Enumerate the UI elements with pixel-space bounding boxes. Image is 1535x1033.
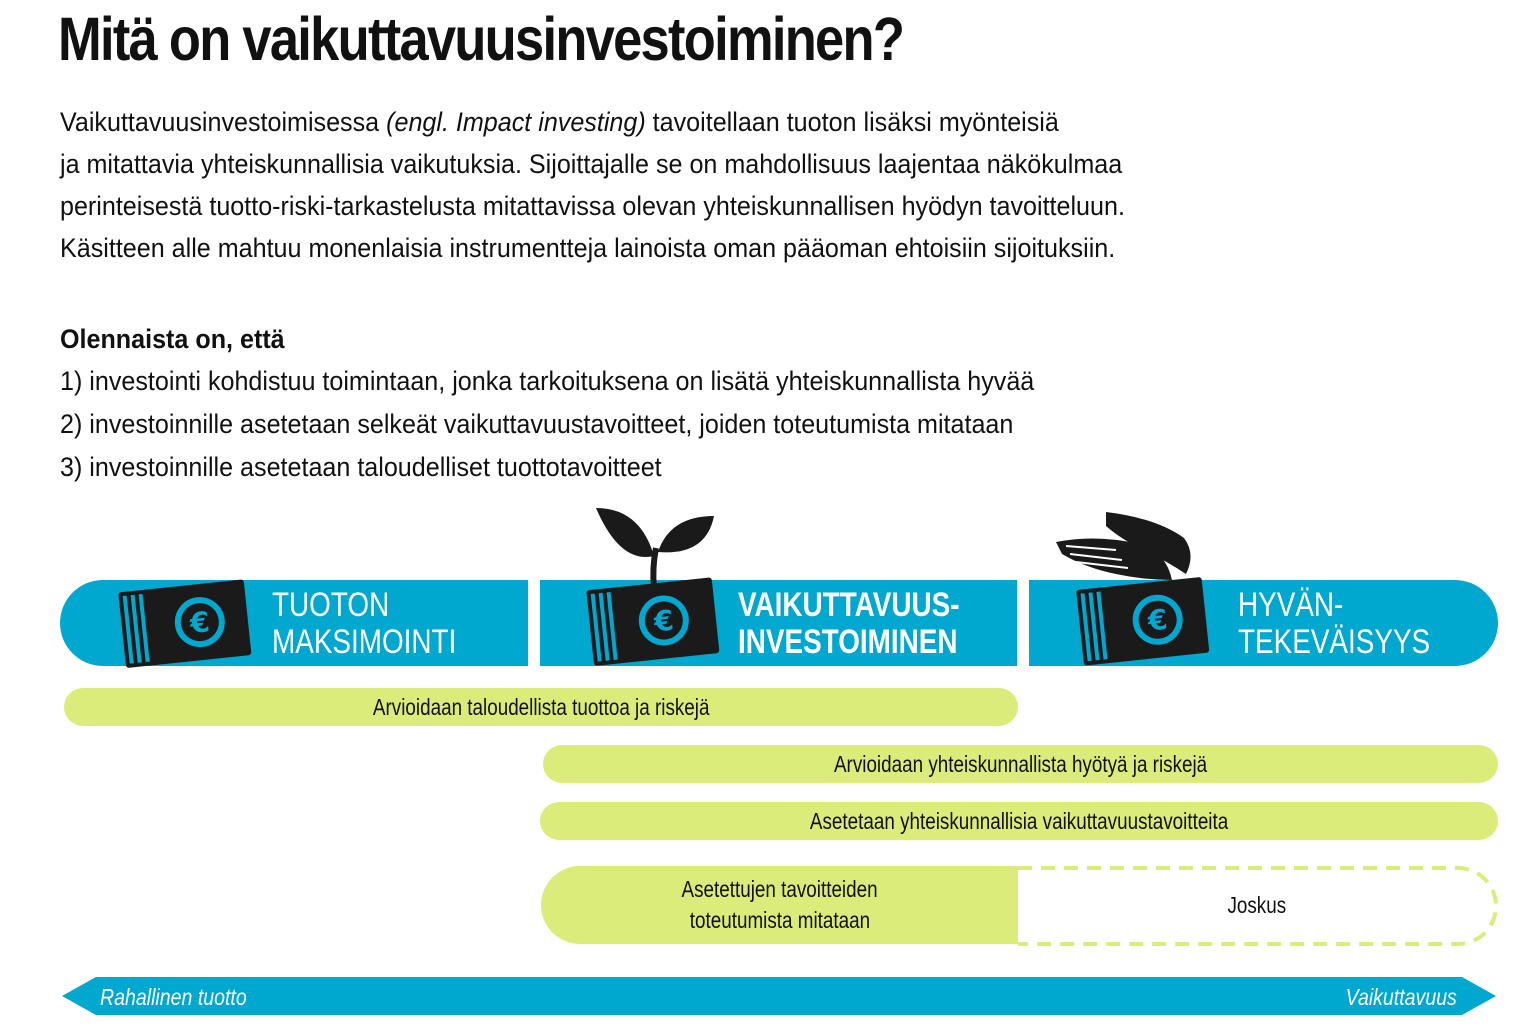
page-title: Mitä on vaikuttavuusinvestoiminen?	[58, 5, 904, 73]
category-label-charity	[1238, 587, 1430, 661]
intro-text: tavoitellaan tuoton lisäksi myönteisiä	[645, 107, 1059, 137]
intro-line: Käsitteen alle mahtuu monenlaisia instrumentteja lainoista oman pääoman ehtoisiin sijoituksiin.	[60, 233, 1116, 263]
bar-label: Asetetaan yhteiskunnallisia vaikuttavuustavoitteita	[809, 808, 1229, 834]
category-label-profit	[272, 587, 456, 661]
axis-label-financial: Rahallinen tuotto	[100, 984, 247, 1010]
criteria-list	[60, 318, 1362, 489]
category-label-line: TUOTON	[272, 586, 390, 624]
category-label-line: VAIKUTTAVUUS-	[738, 586, 960, 624]
svg-text:€: €	[1146, 602, 1170, 638]
bar-label: toteutumista mitataan	[689, 907, 870, 933]
bar-impact-goals	[540, 802, 1498, 840]
category-label-line: TEKEVÄISYYS	[1238, 623, 1431, 661]
intro-line: perinteisestä tuotto-riski-tarkastelusta mitattavissa olevan yhteiskunnallisen hyödyn tavoitteluun.	[60, 191, 1125, 221]
euro-wallet-icon	[112, 570, 262, 675]
category-label-line: INVESTOIMINEN	[738, 623, 958, 661]
svg-text:€: €	[652, 603, 676, 639]
svg-text:€: €	[188, 605, 212, 641]
criteria-heading: Olennaista on, että	[60, 324, 285, 354]
category-label-line: HYVÄN-	[1238, 586, 1344, 624]
euro-wallet-wings-icon	[1056, 504, 1226, 680]
bar-measured-goals	[541, 866, 1018, 944]
criteria-item: 3) investoinnille asetetaan taloudelliset tuottotavoitteet	[60, 452, 662, 482]
category-label-line: MAKSIMOINTI	[272, 623, 457, 661]
bar-financial-return	[64, 688, 1018, 726]
bar-label: Joskus	[1227, 891, 1287, 918]
intro-line: ja mitattavia yhteiskunnallisia vaikutuksia. Sijoittajalle se on mahdollisuus laajentaa näkökulmaa	[60, 149, 1123, 179]
intro-paragraph	[60, 101, 1418, 269]
bar-sometimes	[1018, 866, 1496, 944]
axis-label-impact: Vaikuttavuus	[1345, 984, 1457, 1010]
intro-line	[60, 101, 1418, 143]
euro-wallet-sprout-icon	[580, 498, 730, 678]
criteria-item: 1) investointi kohdistuu toimintaan, jonka tarkoituksena on lisätä yhteiskunnallista hyvää	[60, 366, 1035, 396]
category-label-impact	[738, 587, 959, 661]
intro-english-term: (engl. Impact investing)	[386, 107, 646, 137]
bar-label: Asetettujen tavoitteiden	[681, 876, 878, 902]
bar-social-benefit	[543, 745, 1498, 783]
bar-label: Arvioidaan taloudellista tuottoa ja riskejä	[372, 694, 710, 720]
intro-text: Vaikuttavuusinvestoimisessa	[60, 107, 387, 137]
criteria-item: 2) investoinnille asetetaan selkeät vaikuttavuustavoitteet, joiden toteutumista mitataan	[60, 409, 1014, 439]
bar-label: Arvioidaan yhteiskunnallista hyötyä ja riskejä	[833, 751, 1208, 777]
